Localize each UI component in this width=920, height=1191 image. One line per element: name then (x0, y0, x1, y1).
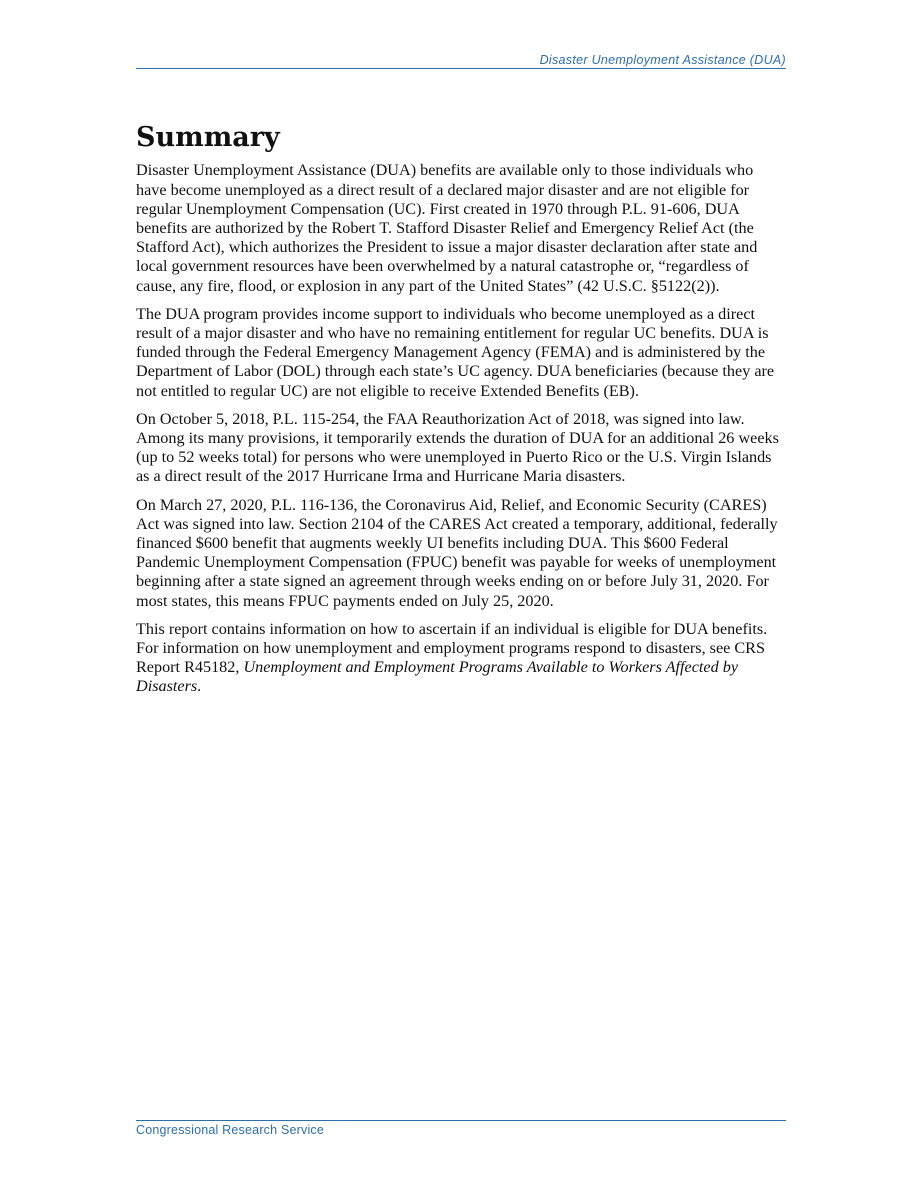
footer-divider (136, 1120, 786, 1121)
report-title-citation: Unemployment and Employment Programs Available to Workers Affected by Disasters (136, 658, 738, 696)
section-heading: Summary (136, 122, 280, 153)
paragraph-5 (136, 620, 786, 697)
running-header-title: Disaster Unemployment Assistance (DUA) (539, 53, 786, 67)
paragraph-3: On October 5, 2018, P.L. 115-254, the FAA Reauthorization Act of 2018, was signed into law. Among its many provisions, it temporarily extends the duration of DUA for an additional 26 weeks (up to 52 weeks total) for persons who were unemployed in Puerto Rico or the U.S. Virgin Islands as a direct result of the 2017 Hurricane Irma and Hurricane Maria disasters. (136, 409, 779, 486)
footer-organization: Congressional Research Service (136, 1123, 325, 1137)
paragraph-1: Disaster Unemployment Assistance (DUA) benefits are available only to those individuals who have become unemployed as a direct result of a declared major disaster and are not eligible for regular Unemployment Compensation (UC). First created in 1970 through P.L. 91-606, DUA benefits are authorized by the Robert T. Stafford Disaster Relief and Emergency Relief Act (the Stafford Act), which authorizes the President to issue a major disaster declaration after state and local government resources have been overwhelmed by a natural catastrophe or, “regardless of cause, any fire, flood, or explosion in any part of the United States” (42 U.S.C. §5122(2)). (136, 161, 758, 295)
paragraph-5-end: . (197, 677, 202, 696)
paragraph-4: On March 27, 2020, P.L. 116-136, the Coronavirus Aid, Relief, and Economic Security (CARES) Act was signed into law. Section 2104 of the CARES Act created a temporary, additional, federally financed $600 benefit that augments weekly UI benefits including DUA. This $600 Federal Pandemic Unemployment Compensation (FPUC) benefit was payable for weeks of unemployment beginning after a state signed an agreement through weeks ending on or before July 31, 2020. For most states, this means FPUC payments ended on July 25, 2020. (136, 495, 778, 610)
document-body (136, 122, 786, 706)
paragraph-5-text: This report contains information on how to ascertain if an individual is eligible for DUA benefits. For information on how unemployment and employment programs respond to disasters, see CRS Report R45182, (136, 619, 768, 677)
header-divider (136, 68, 786, 69)
paragraph-2: The DUA program provides income support to individuals who become unemployed as a direct result of a major disaster and who have no remaining entitlement for regular UC benefits. DUA is funded through the Federal Emergency Management Agency (FEMA) and is administered by the Department of Labor (DOL) through each state’s UC agency. DUA beneficiaries (because they are not entitled to regular UC) are not eligible to receive Extended Benefits (EB). (136, 304, 775, 400)
